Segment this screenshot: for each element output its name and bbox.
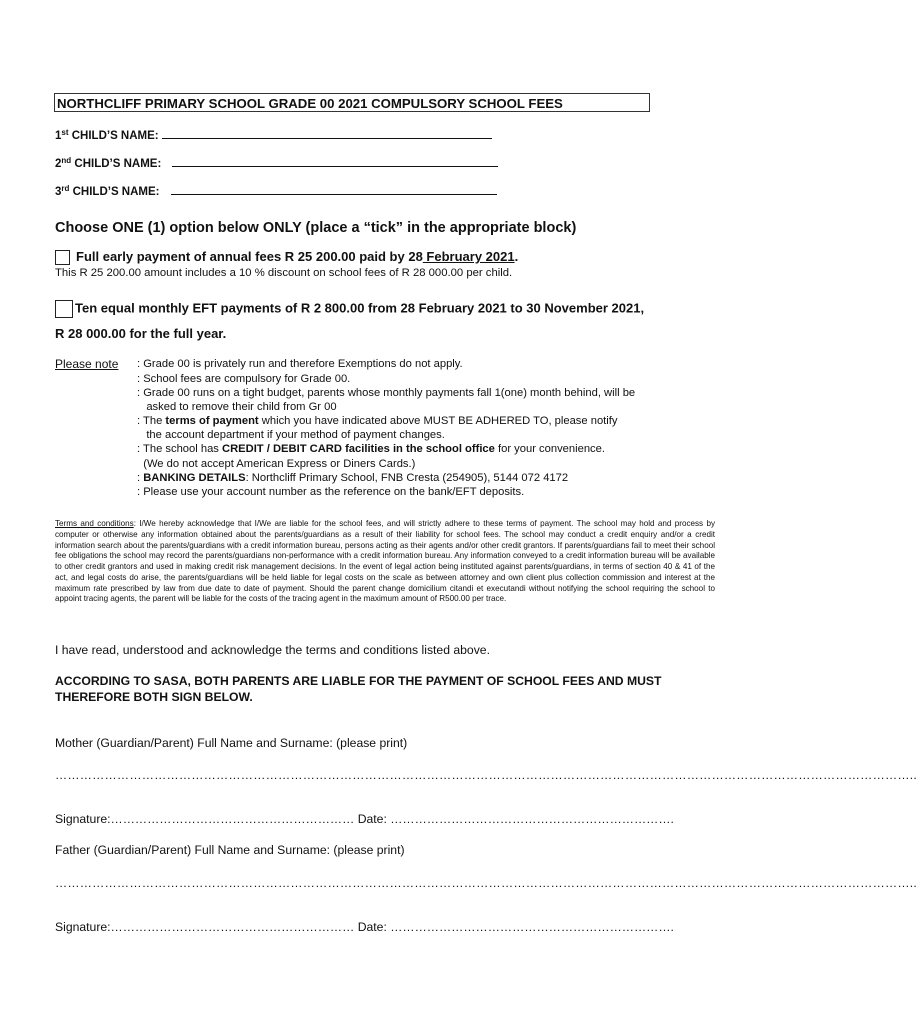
option-1-date: February 2021	[422, 249, 515, 264]
note-line: the account department if your method of payment changes.	[137, 429, 445, 441]
note-line: : Grade 00 runs on a tight budget, parents whose monthly payments fall 1(one) month behind, will be	[137, 387, 636, 399]
child-ordinal-suffix: st	[61, 128, 69, 137]
note-line: : Grade 00 is privately run and therefore Exemptions do not apply.	[137, 358, 463, 370]
note-line: asked to remove their child from Gr 00	[137, 401, 337, 413]
note-card-bold: CREDIT / DEBIT CARD facilities in the school office	[222, 443, 495, 455]
note-terms-rest: which you have indicated above MUST BE ADHERED TO, please notify	[258, 415, 618, 427]
child-name-label: CHILD’S NAME:	[72, 186, 160, 198]
terms-label: Terms and conditions	[55, 519, 134, 528]
father-name-field[interactable]: ………………………………………………………………………………………………………………………………………………………………………………………..	[55, 876, 917, 890]
option-2-checkbox[interactable]	[55, 300, 73, 318]
child-name-field-2[interactable]	[172, 156, 498, 167]
option-1	[55, 249, 518, 265]
option-1-text: Full early payment of annual fees R 25 200.00 paid by 28	[76, 249, 423, 264]
page-title: NORTHCLIFF PRIMARY SCHOOL GRADE 00 2021 COMPULSORY SCHOOL FEES	[54, 93, 650, 112]
note-bank-rest: : Northcliff Primary School, FNB Cresta (254905), 5144 072 4172	[245, 472, 569, 484]
terms-text: : I/We hereby acknowledge that I/We are liable for the school fees, and will strictly adhere to these terms of payment. The school may hold and process by computer or otherwise any information obtained about the parents/guardians as a result of their liability for school fees. The school may conduct a credit enquiry and/or a credit information search about the parents/guardians with a credit information bureau, persons acting as their agents and/or other credit grantors. If parents/guardians fail to meet their school fee obligations the school may record the parents/guardians non-performance with a credit information bureau. Any information conveyed to a credit information bureau will be available to other credit grantors and used in making credit risk management decisions. In the event of legal action being instituted against parents/guardians, in terms of section 40 & 41 of the act, and legal costs do arise, the parents/guardians will be held liable for legal costs on the scale as between attorney and own client plus collection commission and interest at the maximum rate prescribed by law from due date to date of payment. Should the parent change domicilium citandi et executandi without notifying the school requiring the school to appoint tracing agents, the parent will be liable for the costs of the tracing agent in the maximum amount of R500.00 per trace.	[55, 519, 715, 604]
option-2-text: Ten equal monthly EFT payments of R 2 800.00 from 28 February 2021 to 30 November 2021,	[75, 300, 645, 316]
child-ordinal: 2	[55, 158, 62, 170]
note-card-rest: for your convenience.	[494, 443, 605, 455]
note-card-prefix: : The school has	[137, 443, 222, 455]
child-name-label: CHILD’S NAME:	[74, 158, 162, 170]
child-ordinal-suffix: rd	[61, 184, 70, 193]
choose-option-heading: Choose ONE (1) option below ONLY (place a “tick” in the appropriate block)	[55, 220, 577, 236]
father-name-label: Father (Guardian/Parent) Full Name and Surname: (please print)	[55, 843, 405, 857]
sasa-statement: ACCORDING TO SASA, BOTH PARENTS ARE LIABLE FOR THE PAYMENT OF SCHOOL FEES AND MUST THEREFORE BOTH SIGN BELOW.	[55, 674, 662, 704]
note-card-line	[137, 443, 605, 455]
child-name-row-2	[55, 156, 498, 170]
option-1-suffix: .	[514, 249, 519, 264]
child-name-field-3[interactable]	[171, 184, 497, 195]
note-line: : Please use your account number as the reference on the bank/EFT deposits.	[137, 486, 525, 498]
father-signature-line[interactable]: Signature:…………………………………………………… Date: …………………………………………………………….	[55, 920, 674, 934]
child-name-label: CHILD’S NAME:	[71, 130, 159, 142]
note-line: (We do not accept American Express or Diners Cards.)	[137, 458, 416, 470]
terms-and-conditions	[55, 519, 715, 605]
note-terms-prefix: : The	[137, 415, 166, 427]
option-1-checkbox[interactable]	[55, 250, 70, 265]
option-1-subtext: This R 25 200.00 amount includes a 10 % discount on school fees of R 28 000.00 per child.	[55, 267, 513, 279]
option-2	[55, 300, 644, 318]
mother-name-label: Mother (Guardian/Parent) Full Name and Surname: (please print)	[55, 736, 408, 750]
child-ordinal-suffix: nd	[61, 156, 72, 165]
note-terms-bold: terms of payment	[165, 415, 259, 427]
mother-signature-line[interactable]: Signature:…………………………………………………… Date: …………………………………………………………….	[55, 812, 674, 826]
acknowledge-statement: I have read, understood and acknowledge the terms and conditions listed above.	[55, 643, 490, 657]
note-bank-bold: BANKING DETAILS	[143, 472, 246, 484]
note-terms-line	[137, 415, 617, 427]
child-name-row-3	[55, 184, 497, 198]
child-name-field-1[interactable]	[162, 128, 492, 139]
note-bank-prefix: :	[137, 472, 144, 484]
please-note-label: Please note	[55, 357, 119, 371]
mother-name-field[interactable]: ………………………………………………………………………………………………………………………………………………………………………………………..	[55, 768, 917, 782]
note-line: : School fees are compulsory for Grade 00.	[137, 373, 351, 385]
child-ordinal: 1	[55, 130, 62, 142]
child-name-row-1	[55, 128, 492, 142]
child-ordinal: 3	[55, 186, 62, 198]
note-bank-line	[137, 472, 568, 484]
option-2-line2: R 28 000.00 for the full year.	[55, 326, 227, 341]
